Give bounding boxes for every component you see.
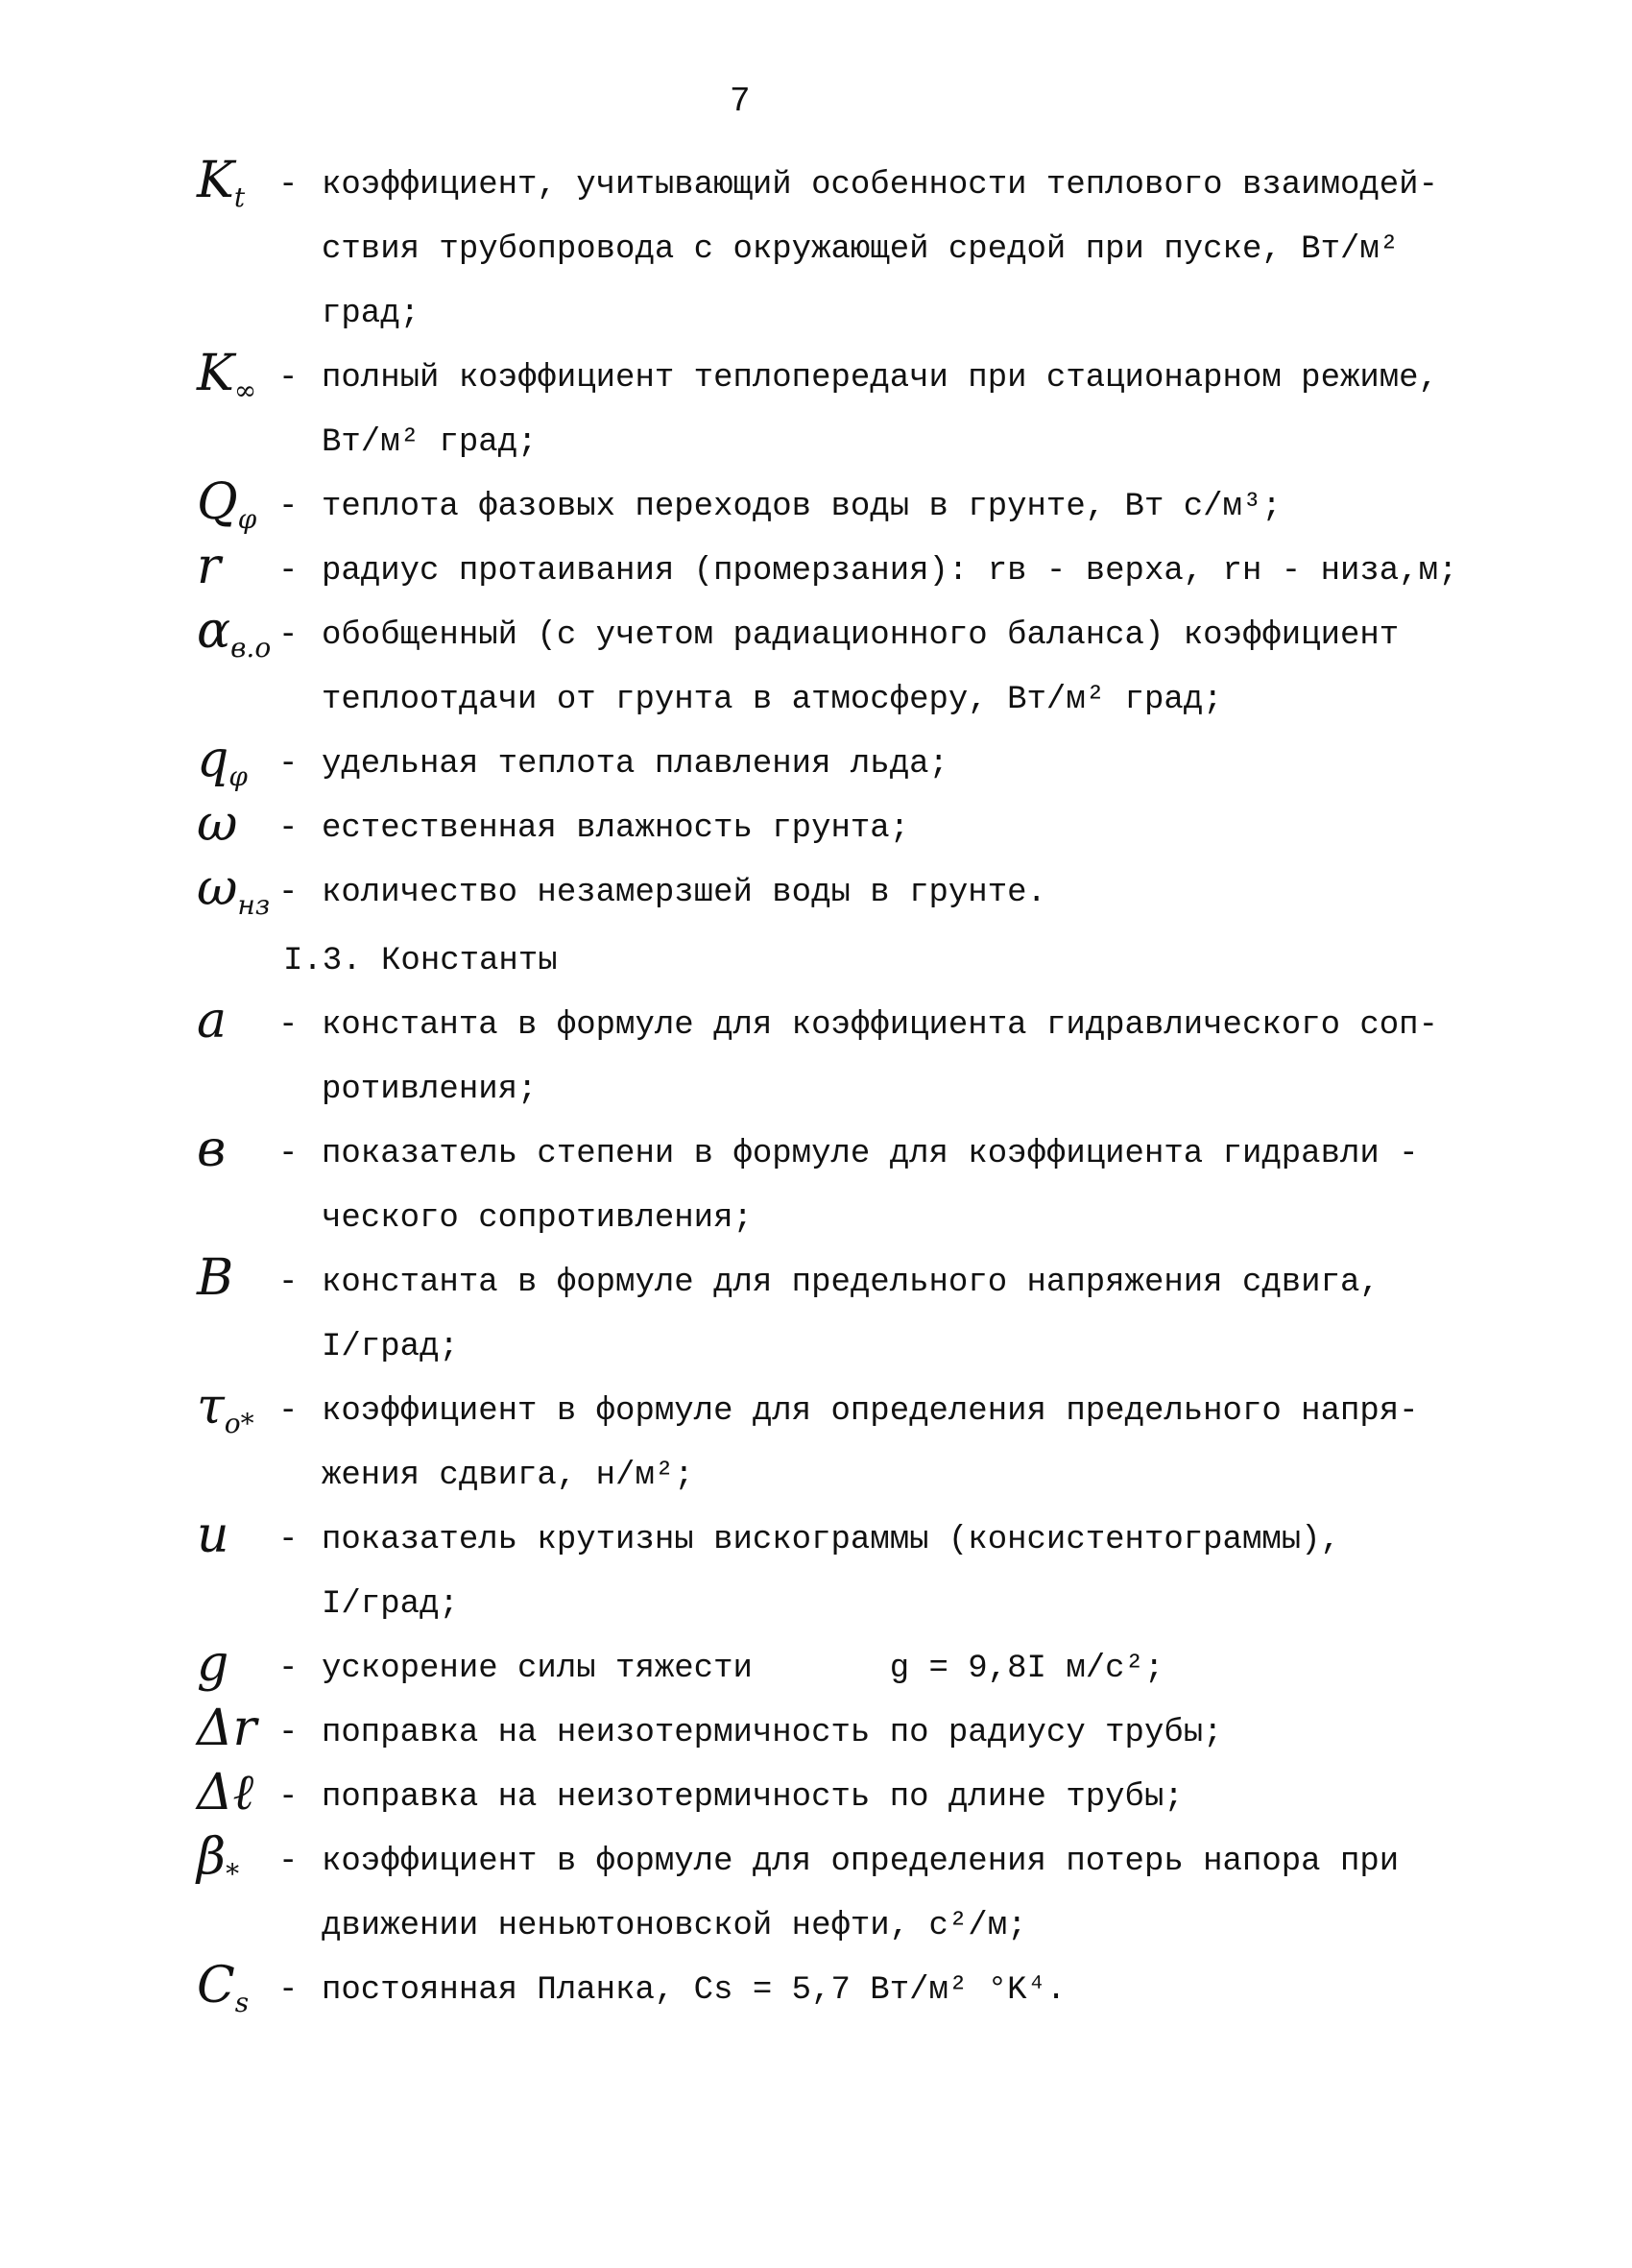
definition-text	[322, 1380, 1598, 1508]
definition-line: ускорение силы тяжести g = 9,8I м/с²;	[322, 1651, 1164, 1687]
dash-separator: -	[278, 1779, 299, 1816]
definition-line: ческого сопротивления;	[322, 1200, 753, 1237]
definition-line: константа в формуле для предельного напряжения сдвига,	[322, 1265, 1380, 1301]
dash-separator: -	[278, 617, 299, 654]
definition-text	[322, 1701, 1598, 1766]
dash-separator: -	[278, 1393, 299, 1430]
definition-line: показатель степени в формуле для коэффициента гидравли -	[322, 1136, 1419, 1172]
constants-list-item	[197, 1830, 1589, 1959]
symbol-list-item	[197, 347, 1589, 475]
constants-list-item	[197, 1508, 1589, 1637]
definition-line: коэффициент в формуле для определения предельного напря-	[322, 1393, 1419, 1430]
definition-line: радиус протаивания (промерзания): rв - верха, rн - низа,м;	[322, 553, 1458, 590]
dash-separator: -	[278, 1972, 299, 2009]
definition-line: обобщенный (с учетом радиационного баланса) коэффициент	[322, 617, 1400, 654]
definition-line: I/град;	[322, 1329, 459, 1365]
symbol-subscript: нз	[237, 888, 271, 921]
constants-list-item	[197, 1637, 1589, 1701]
symbol: u	[197, 1507, 229, 1564]
constants-list-item	[197, 1251, 1589, 1380]
symbol-subscript: s	[234, 1986, 250, 2018]
symbol: $\tau_{о*}$	[197, 1378, 254, 1439]
definition-text	[322, 604, 1598, 733]
dash-separator: -	[278, 1136, 299, 1172]
dash-separator: -	[278, 1265, 299, 1301]
dash-separator: -	[278, 1651, 299, 1687]
symbol: в	[197, 1121, 227, 1178]
definition-line: постоянная Планка, Cs = 5,7 Вт/м² °K⁴.	[322, 1972, 1067, 2009]
dash-separator: -	[278, 167, 299, 204]
symbol: g	[197, 1635, 229, 1693]
dash-separator: -	[278, 1844, 299, 1880]
definition-line: I/град;	[322, 1586, 459, 1623]
symbol: B	[197, 1249, 234, 1307]
symbol-list-item	[197, 604, 1589, 733]
symbol: $\alpha_{в.о}$	[197, 602, 272, 664]
dash-separator: -	[278, 360, 299, 397]
definition-line: количество незамерзшей воды в грунте.	[322, 875, 1046, 911]
definition-line: поправка на неизотермичность по радиусу трубы;	[322, 1715, 1223, 1751]
constants-list-item	[197, 1122, 1589, 1251]
section-heading: I.3. Константы	[283, 943, 558, 979]
definition-line: коэффициент в формуле для определения потерь напора при	[322, 1844, 1400, 1880]
dash-separator: -	[278, 875, 299, 911]
definition-text	[322, 1122, 1598, 1251]
definition-line: теплота фазовых переходов воды в грунте, Вт с/м³;	[322, 489, 1282, 525]
constants-list-item	[197, 1380, 1589, 1508]
symbol-subscript: *	[226, 1857, 240, 1890]
dash-separator: -	[278, 1715, 299, 1751]
definition-text	[322, 1251, 1598, 1380]
definition-line: жения сдвига, н/м²;	[322, 1458, 694, 1494]
symbol-subscript: φ	[237, 502, 257, 535]
definition-line: удельная теплота плавления льда;	[322, 746, 948, 783]
symbol: $K_\infty$	[197, 345, 257, 406]
definition-line: показатель крутизны вискограммы (консистентограммы),	[322, 1522, 1340, 1558]
symbol-subscript: t	[233, 181, 246, 213]
definition-line: град;	[322, 296, 420, 332]
definition-line: ствия трубопровода с окружающей средой при пуске, Вт/м²	[322, 231, 1419, 268]
constants-list-item	[197, 1959, 1589, 2023]
symbol: $\omega_{нз}$	[197, 859, 271, 921]
definition-text	[322, 861, 1598, 926]
definition-text	[322, 733, 1598, 797]
symbol-subscript: в.о	[230, 631, 272, 664]
symbol: a	[197, 992, 228, 1050]
definition-text	[322, 475, 1598, 540]
symbol: $K_t$	[197, 152, 246, 213]
definition-text	[322, 994, 1598, 1122]
symbol-list-item	[197, 733, 1589, 797]
constants-list-item	[197, 1766, 1589, 1830]
definition-text	[322, 1766, 1598, 1830]
definition-text	[322, 1637, 1598, 1701]
definition-line: естественная влажность грунта;	[322, 810, 910, 847]
symbol: $\beta_*$	[197, 1828, 240, 1890]
symbol: $Q_\varphi$	[197, 473, 257, 535]
definition-text	[322, 347, 1598, 475]
definition-line: константа в формуле для коэффициента гидравлического соп-	[322, 1007, 1438, 1044]
definition-line: поправка на неизотермичность по длине трубы;	[322, 1779, 1184, 1816]
definition-line: теплоотдачи от грунта в атмосферу, Вт/м² град;	[322, 682, 1223, 718]
definition-text	[322, 1508, 1598, 1637]
dash-separator: -	[278, 553, 299, 590]
dash-separator: -	[278, 1522, 299, 1558]
dash-separator: -	[278, 489, 299, 525]
symbol-subscript: ∞	[233, 374, 257, 406]
symbol-list-item	[197, 475, 1589, 540]
symbol-list-item	[197, 797, 1589, 861]
dash-separator: -	[278, 746, 299, 783]
symbol: ω	[197, 795, 238, 853]
symbol: Δr	[197, 1700, 257, 1757]
definition-text	[322, 1959, 1598, 2023]
symbol: $C_s$	[197, 1957, 250, 2018]
constants-list-item	[197, 994, 1589, 1122]
symbol-list-item	[197, 861, 1589, 926]
symbol: Δℓ	[197, 1764, 254, 1822]
definition-line: полный коэффициент теплопередачи при стационарном режиме,	[322, 360, 1438, 397]
definition-line: коэффициент, учитывающий особенности теплового взаимодей-	[322, 167, 1438, 204]
page-number: 7	[730, 82, 751, 121]
definition-line: движении неньютоновской нефти, с²/м;	[322, 1908, 1027, 1944]
symbol-list-item	[197, 540, 1589, 604]
dash-separator: -	[278, 810, 299, 847]
definition-line: Вт/м² град;	[322, 424, 538, 461]
symbol: r	[197, 538, 221, 595]
definition-text	[322, 1830, 1598, 1959]
symbol-list-item	[197, 154, 1589, 347]
definition-line: ротивления;	[322, 1072, 538, 1108]
symbol-subscript: φ	[228, 760, 248, 792]
symbol-subscript: о*	[224, 1407, 254, 1439]
symbol: $q_\varphi$	[197, 731, 248, 792]
definition-text	[322, 797, 1598, 861]
definition-text	[322, 154, 1598, 347]
definition-text	[322, 540, 1598, 604]
constants-list-item	[197, 1701, 1589, 1766]
dash-separator: -	[278, 1007, 299, 1044]
